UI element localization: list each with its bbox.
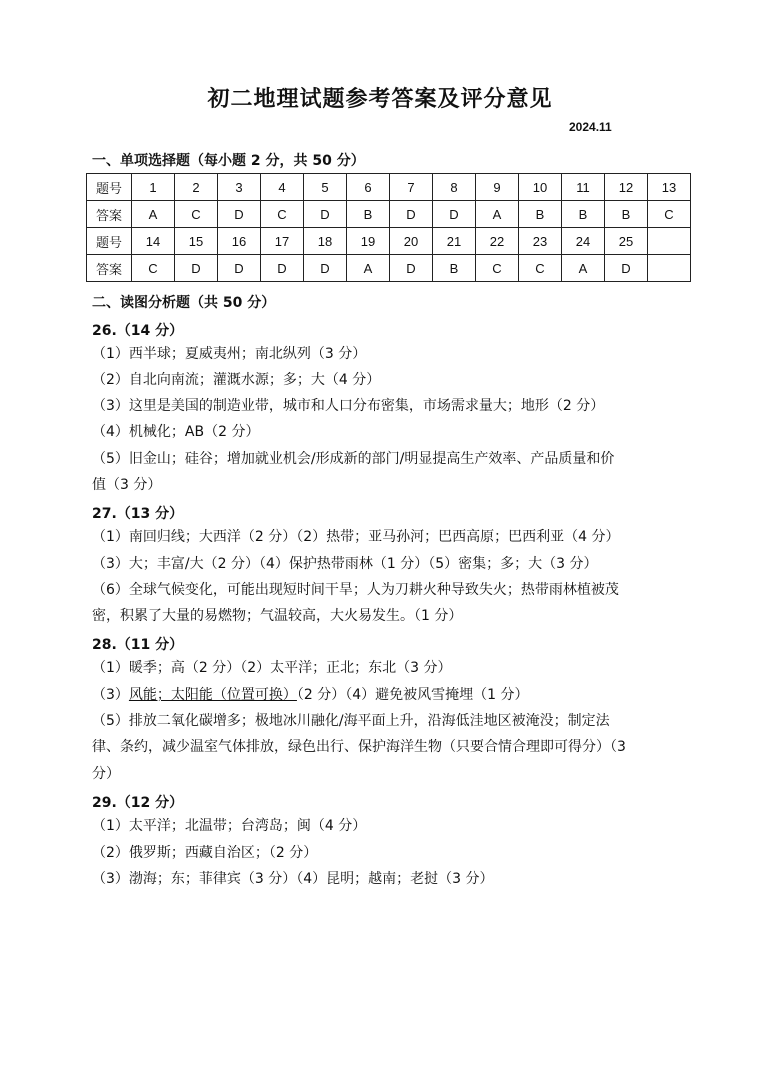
question-number-cell: 16: [218, 228, 261, 255]
q27-line-2: （3）大；丰富/大（2 分）（4）保护热带雨林（1 分）（5）密集；多；大（3 分）: [92, 556, 598, 572]
q27-line-1: （1）南回归线；大西洋（2 分）（2）热带；亚马孙河；巴西高原；巴西利亚（4 分）: [92, 529, 620, 545]
question-number-cell: 25: [605, 228, 648, 255]
answer-cell: D: [175, 255, 218, 282]
answer-label: 答案: [87, 201, 132, 228]
answer-cell: A: [132, 201, 175, 228]
question-number-cell: 13: [648, 174, 691, 201]
answer-cell: D: [304, 255, 347, 282]
question-number-cell: 15: [175, 228, 218, 255]
q27-line-3: （6）全球气候变化，可能出现短时间干旱；人为刀耕火种导致失火；热带雨林植被茂: [92, 582, 619, 598]
q26-line-2: （2）自北向南流；灌溉水源；多；大（4 分）: [92, 372, 381, 388]
answer-cell: D: [605, 255, 648, 282]
answer-cell: D: [304, 201, 347, 228]
question-number-label: 题号: [87, 174, 132, 201]
q26-line-1: （1）西半球；夏威夷州；南北纵列（3 分）: [92, 346, 367, 362]
answer-cell: B: [347, 201, 390, 228]
answer-cell: D: [261, 255, 304, 282]
q28-underlined-answer: 风能；太阳能（位置可换）: [128, 687, 297, 703]
answer-cell: C: [132, 255, 175, 282]
q26-line-6: 值（3 分）: [92, 477, 162, 493]
question-number-cell: 8: [433, 174, 476, 201]
question-number-cell: 10: [519, 174, 562, 201]
question-number-cell: 17: [261, 228, 304, 255]
question-number-cell: 21: [433, 228, 476, 255]
question-number-cell: 24: [562, 228, 605, 255]
question-number-cell: 2: [175, 174, 218, 201]
answer-cell: C: [519, 255, 562, 282]
question-number-cell: 3: [218, 174, 261, 201]
answer-cell: A: [562, 255, 605, 282]
question-number-cell: 20: [390, 228, 433, 255]
q28-line-2: [92, 682, 682, 708]
q27-line-4: 密，积累了大量的易燃物；气温较高，大火易发生。（1 分）: [92, 608, 463, 624]
q27-title: 27.（13 分）: [92, 506, 184, 522]
question-number-cell: 1: [132, 174, 175, 201]
q26-title: 26.（14 分）: [92, 323, 184, 339]
answer-table-row: [87, 201, 691, 228]
question-number-cell: 5: [304, 174, 347, 201]
answer-table-row: [87, 228, 691, 255]
q28-line-5: 分）: [92, 766, 120, 782]
answer-table-row: [87, 174, 691, 201]
answer-cell: D: [218, 201, 261, 228]
q29-line-2: （2）俄罗斯；西藏自治区；（2 分）: [92, 845, 318, 861]
q26-line-4: （4）机械化；AB（2 分）: [92, 424, 260, 440]
question-number-cell: 22: [476, 228, 519, 255]
answer-cell: C: [175, 201, 218, 228]
answer-table-row: [87, 255, 691, 282]
q26-line-5: （5）旧金山；硅谷；增加就业机会/形成新的部门/明显提高生产效率、产品质量和价: [92, 451, 615, 467]
q28-line-4: 律、条约，减少温室气体排放，绿色出行、保护海洋生物（只要合情合理即可得分）（3: [92, 739, 626, 755]
question-number-cell: 18: [304, 228, 347, 255]
answer-cell: A: [476, 201, 519, 228]
q28-line-3: （5）排放二氧化碳增多；极地冰川融化/海平面上升，沿海低洼地区被淹没；制定法: [92, 713, 610, 729]
q29-line-1: （1）太平洋；北温带；台湾岛；闽（4 分）: [92, 818, 367, 834]
q26-line-3: （3）这里是美国的制造业带，城市和人口分布密集，市场需求量大；地形（2 分）: [92, 398, 605, 414]
answer-cell: D: [390, 201, 433, 228]
q29-line-3: （3）渤海；东；菲律宾（3 分）（4）昆明；越南；老挝（3 分）: [92, 871, 494, 887]
page-title: 初二地理试题参考答案及评分意见: [207, 87, 553, 112]
q28-title: 28.（11 分）: [92, 637, 184, 653]
q28-line-1: （1）暖季；高（2 分）（2）太平洋；正北；东北（3 分）: [92, 660, 452, 676]
section1-heading: 一、单项选择题（每小题 2 分，共 50 分）: [92, 153, 365, 169]
answer-table: [86, 173, 691, 282]
section2-heading: 二、读图分析题（共 50 分）: [92, 295, 276, 311]
answer-cell: B: [433, 255, 476, 282]
answer-cell: D: [390, 255, 433, 282]
question-number-cell: 7: [390, 174, 433, 201]
answer-cell: D: [433, 201, 476, 228]
q28-line-2-suffix: （2 分）（4）避免被风雪掩埋（1 分）: [296, 687, 529, 703]
question-number-cell: 4: [261, 174, 304, 201]
question-number-cell: 6: [347, 174, 390, 201]
question-number-cell: 14: [132, 228, 175, 255]
answer-cell: C: [648, 201, 691, 228]
answer-cell: [648, 255, 691, 282]
question-number-cell: 9: [476, 174, 519, 201]
q28-line-2-prefix: （3）: [92, 687, 129, 703]
question-number-cell: 11: [562, 174, 605, 201]
question-number-label: 题号: [87, 228, 132, 255]
answer-cell: A: [347, 255, 390, 282]
answer-cell: C: [261, 201, 304, 228]
question-number-cell: 23: [519, 228, 562, 255]
question-number-cell: [648, 228, 691, 255]
answer-cell: B: [562, 201, 605, 228]
answer-cell: C: [476, 255, 519, 282]
question-number-cell: 19: [347, 228, 390, 255]
document-date: 2024.11: [569, 120, 612, 134]
answer-cell: B: [605, 201, 648, 228]
answer-cell: D: [218, 255, 261, 282]
answer-label: 答案: [87, 255, 132, 282]
q29-title: 29.（12 分）: [92, 795, 184, 811]
question-number-cell: 12: [605, 174, 648, 201]
answer-cell: B: [519, 201, 562, 228]
